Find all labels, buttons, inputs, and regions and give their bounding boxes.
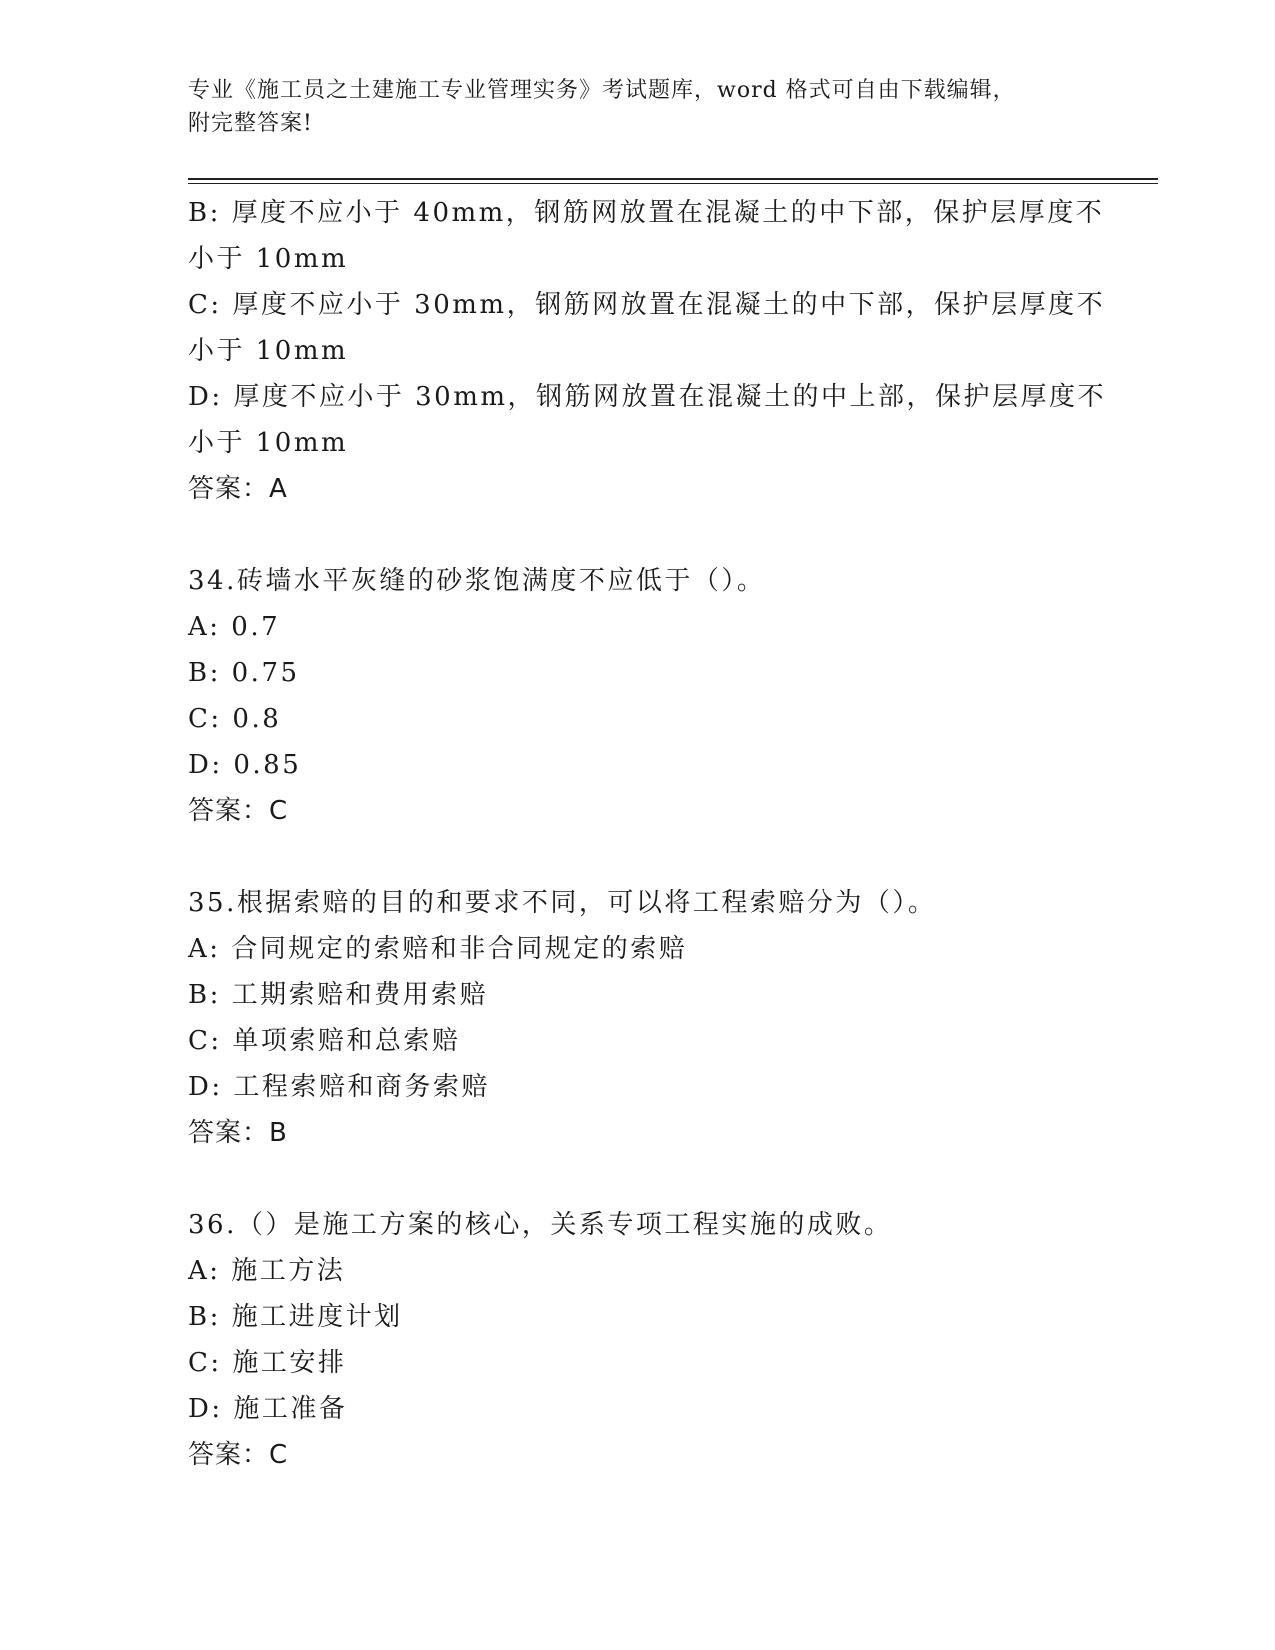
option-c-line-1: C: 厚度不应小于 30mm，钢筋网放置在混凝土的中下部，保护层厚度不 [188, 290, 1106, 320]
answer-line: 答案：C [188, 1440, 289, 1470]
option-b-line-1: B: 厚度不应小于 40mm，钢筋网放置在混凝土的中下部，保护层厚度不 [188, 198, 1105, 228]
option-b-line-2: 小于 10mm [188, 244, 349, 274]
header-line-2: 附完整答案! [188, 111, 313, 136]
question-35 [188, 880, 1088, 1156]
option-c: C: 0.8 [188, 704, 282, 734]
question-stem: 35.根据索赔的目的和要求不同，可以将工程索赔分为（）。 [188, 888, 937, 918]
answer-line: 答案：C [188, 796, 289, 826]
option-d: D: 工程索赔和商务索赔 [188, 1072, 490, 1102]
answer-line: 答案：B [188, 1118, 288, 1148]
option-d: D: 0.85 [188, 750, 302, 780]
option-d-line-1: D: 厚度不应小于 30mm，钢筋网放置在混凝土的中上部，保护层厚度不 [188, 382, 1107, 412]
answer-line: 答案：A [188, 474, 288, 504]
option-a: A: 合同规定的索赔和非合同规定的索赔 [188, 934, 688, 964]
header-divider-thick [188, 178, 1158, 180]
question-36 [188, 1202, 1088, 1478]
header-line-1: 专业《施工员之土建施工专业管理实务》考试题库，word 格式可自由下载编辑， [188, 78, 1016, 103]
question-stem: 34.砖墙水平灰缝的砂浆饱满度不应低于（）。 [188, 566, 766, 596]
option-b: B: 施工进度计划 [188, 1302, 403, 1332]
option-c-line-2: 小于 10mm [188, 336, 349, 366]
option-b: B: 工期索赔和费用索赔 [188, 980, 489, 1010]
option-a: A: 0.7 [188, 612, 281, 642]
option-d: D: 施工准备 [188, 1394, 348, 1424]
spacer [188, 512, 1088, 558]
option-c: C: 施工安排 [188, 1348, 347, 1378]
header-divider-thin [188, 183, 1158, 184]
question-34 [188, 558, 1088, 834]
document-header [188, 74, 1088, 140]
spacer [188, 1156, 1088, 1202]
option-a: A: 施工方法 [188, 1256, 346, 1286]
question-content [188, 190, 1107, 1478]
option-d-line-2: 小于 10mm [188, 428, 349, 458]
question-stem: 36.（）是施工方案的核心，关系专项工程实施的成败。 [188, 1210, 893, 1240]
option-b: B: 0.75 [188, 658, 300, 688]
spacer [188, 834, 1088, 880]
option-c: C: 单项索赔和总索赔 [188, 1026, 461, 1056]
question-continuation [188, 190, 1107, 512]
